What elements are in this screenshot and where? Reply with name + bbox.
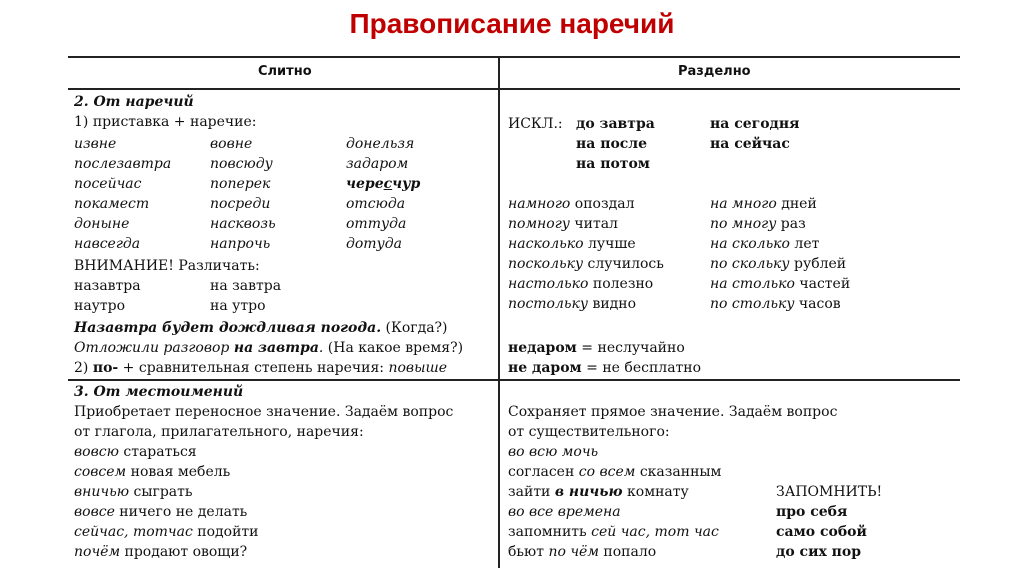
grid-cell: насквозь bbox=[210, 216, 276, 232]
attention-line: ВНИМАНИЕ! Различать: bbox=[74, 258, 260, 274]
adverb-example: насколько лучше bbox=[508, 236, 636, 252]
pronoun-example: вничью сыграть bbox=[74, 484, 193, 500]
separate-phrase: зайти в ничью комнату bbox=[508, 484, 689, 500]
remember-item: про себя bbox=[776, 504, 848, 520]
exception-item: на после bbox=[576, 136, 648, 152]
section3-right-desc: от существительного: bbox=[508, 424, 670, 440]
pair-right: на завтра bbox=[210, 278, 282, 294]
remember-item: до сих пор bbox=[776, 544, 862, 560]
separate-example: по многу раз bbox=[710, 216, 806, 232]
section3-desc: Приобретает переносное значение. Задаём вопрос bbox=[74, 404, 454, 420]
separate-phrase: согласен со всем сказанным bbox=[508, 464, 722, 480]
exception-item: на сейчас bbox=[710, 136, 790, 152]
nedarom-line: недаром = неслучайно bbox=[508, 340, 685, 356]
separate-phrase: бьют по чём попало bbox=[508, 544, 657, 560]
grid-cell: извне bbox=[74, 136, 117, 152]
grid-cell: послезавтра bbox=[74, 156, 172, 172]
pronoun-example: вовсе ничего не делать bbox=[74, 504, 248, 520]
adverb-example: помногу читал bbox=[508, 216, 618, 232]
exception-label: ИСКЛ.: bbox=[508, 116, 563, 132]
grid-cell: посреди bbox=[210, 196, 271, 212]
section3-right-desc: Сохраняет прямое значение. Задаём вопрос bbox=[508, 404, 838, 420]
table-top-border bbox=[68, 56, 960, 58]
separate-example: на много дней bbox=[710, 196, 817, 212]
separate-example: по скольку рублей bbox=[710, 256, 847, 272]
pair-left: назавтра bbox=[74, 278, 141, 294]
pronoun-example: совсем новая мебель bbox=[74, 464, 231, 480]
rule1: 1) приставка + наречие: bbox=[74, 114, 257, 130]
adverb-example: намного опоздал bbox=[508, 196, 635, 212]
remember-item: само собой bbox=[776, 524, 867, 540]
grid-cell: отсюда bbox=[346, 196, 406, 212]
grid-cell: покамест bbox=[74, 196, 150, 212]
section2-heading: 2. От наречий bbox=[74, 94, 194, 110]
example-2: Отложили разговор на завтра. (На какое время?) bbox=[74, 340, 464, 356]
column-divider bbox=[498, 56, 500, 568]
adverb-example: постольку видно bbox=[508, 296, 637, 312]
rule2: 2) по- + сравнительная степень наречия: повыше bbox=[74, 360, 448, 376]
example-1: Назавтра будет дождливая погода. (Когда?) bbox=[74, 320, 448, 336]
exception-item: до завтра bbox=[576, 116, 655, 132]
grid-cell: напрочь bbox=[210, 236, 271, 252]
grid-cell: оттуда bbox=[346, 216, 407, 232]
separate-phrase: запомнить сей час, тот час bbox=[508, 524, 719, 540]
separate-example: по стольку часов bbox=[710, 296, 841, 312]
grid-cell: донельзя bbox=[346, 136, 415, 152]
pronoun-example: сейчас, тотчас подойти bbox=[74, 524, 259, 540]
grid-cell: навсегда bbox=[74, 236, 141, 252]
spelling-table bbox=[68, 56, 960, 568]
pair-left: наутро bbox=[74, 298, 126, 314]
pronoun-example: вовсю стараться bbox=[74, 444, 197, 460]
exception-item: на сегодня bbox=[710, 116, 800, 132]
grid-cell: доныне bbox=[74, 216, 130, 232]
header-left: Слитно bbox=[258, 64, 312, 79]
separate-example: на сколько лет bbox=[710, 236, 820, 252]
remember-label: ЗАПОМНИТЬ! bbox=[776, 484, 883, 500]
pronoun-example: почём продают овощи? bbox=[74, 544, 248, 560]
grid-cell: вовне bbox=[210, 136, 253, 152]
grid-cell: повсюду bbox=[210, 156, 273, 172]
adverb-example: настолько полезно bbox=[508, 276, 654, 292]
grid-cell: задаром bbox=[346, 156, 409, 172]
grid-cell: посейчас bbox=[74, 176, 142, 192]
exception-item: на потом bbox=[576, 156, 650, 172]
ne-darom-line: не даром = не бесплатно bbox=[508, 360, 702, 376]
section3-desc: от глагола, прилагательного, наречия: bbox=[74, 424, 364, 440]
header-divider bbox=[68, 88, 960, 90]
section3-heading: 3. От местоимений bbox=[74, 384, 244, 400]
separate-example: на столько частей bbox=[710, 276, 851, 292]
pair-right: на утро bbox=[210, 298, 266, 314]
page-title: Правописание наречий bbox=[349, 8, 675, 39]
header-right: Разделно bbox=[678, 64, 751, 79]
grid-cell: поперек bbox=[210, 176, 271, 192]
section-divider bbox=[68, 379, 960, 381]
separate-phrase: во все времена bbox=[508, 504, 621, 520]
grid-cell-emphasis: чересчур bbox=[346, 176, 421, 192]
grid-cell: дотуда bbox=[346, 236, 402, 252]
adverb-example: поскольку случилось bbox=[508, 256, 664, 272]
separate-phrase: во всю мочь bbox=[508, 444, 599, 460]
